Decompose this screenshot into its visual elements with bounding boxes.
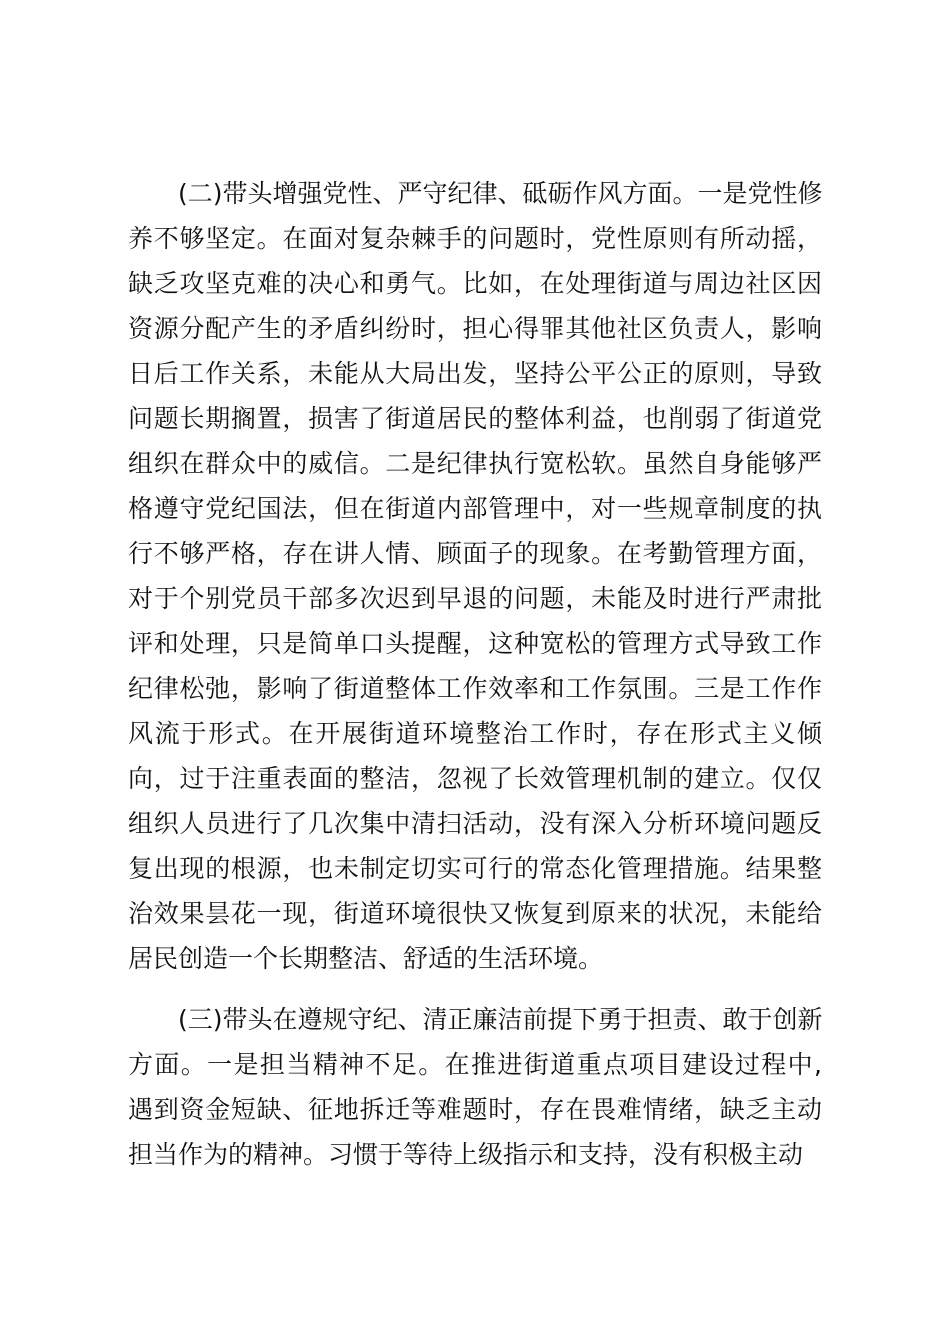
- text-line: 对于个别党员干部多次迟到早退的问题，未能及时进行严肃批: [128, 584, 822, 613]
- text-line: 组织在群众中的威信。二是纪律执行宽松软。虽然自身能够严: [128, 449, 822, 478]
- text-line: 居民创造一个长期整洁、舒适的生活环境。: [128, 944, 604, 973]
- paragraph-section-3: [128, 997, 822, 1177]
- text-line: 向，过于注重表面的整洁，忽视了长效管理机制的建立。仅仅: [128, 764, 822, 793]
- text-line: 遇到资金短缺、征地拆迁等难题时，存在畏难情绪，缺乏主动: [128, 1095, 822, 1124]
- text-line: 担当作为的精神。习惯于等待上级指示和支持，没有积极主动: [128, 1140, 804, 1169]
- text-line: 方面。一是担当精神不足。在推进街道重点项目建设过程中,: [128, 1050, 822, 1079]
- text-line: 格遵守党纪国法，但在街道内部管理中，对一些规章制度的执: [128, 494, 822, 523]
- paragraph-section-2: [128, 171, 822, 981]
- text-line: 问题长期搁置，损害了街道居民的整体利益，也削弱了街道党: [128, 404, 822, 433]
- text-line: 风流于形式。在开展街道环境整治工作时，存在形式主义倾: [128, 719, 822, 748]
- text-line: 缺乏攻坚克难的决心和勇气。比如，在处理街道与周边社区因: [128, 269, 822, 298]
- text-line: (二)带头增强党性、严守纪律、砥砺作风方面。一是党性修: [178, 179, 823, 208]
- text-line: 日后工作关系，未能从大局出发，坚持公平公正的原则，导致: [128, 359, 822, 388]
- text-line: 评和处理，只是简单口头提醒，这种宽松的管理方式导致工作: [128, 629, 822, 658]
- text-line: 行不够严格，存在讲人情、顾面子的现象。在考勤管理方面，: [128, 539, 822, 568]
- text-line: 复出现的根源，也未制定切实可行的常态化管理措施。结果整: [128, 854, 822, 883]
- text-line: 纪律松弛，影响了街道整体工作效率和工作氛围。三是工作作: [128, 674, 822, 703]
- text-line: 养不够坚定。在面对复杂棘手的问题时，党性原则有所动摇，: [128, 224, 822, 253]
- text-line: (三)带头在遵规守纪、清正廉洁前提下勇于担责、敢于创新: [178, 1005, 823, 1034]
- text-line: 资源分配产生的矛盾纠纷时，担心得罪其他社区负责人，影响: [128, 314, 822, 343]
- paragraph-gap: [128, 981, 822, 997]
- text-line: 组织人员进行了几次集中清扫活动，没有深入分析环境问题反: [128, 809, 822, 838]
- text-line: 治效果昙花一现，街道环境很快又恢复到原来的状况，未能给: [128, 899, 822, 928]
- body-text: [128, 171, 822, 1177]
